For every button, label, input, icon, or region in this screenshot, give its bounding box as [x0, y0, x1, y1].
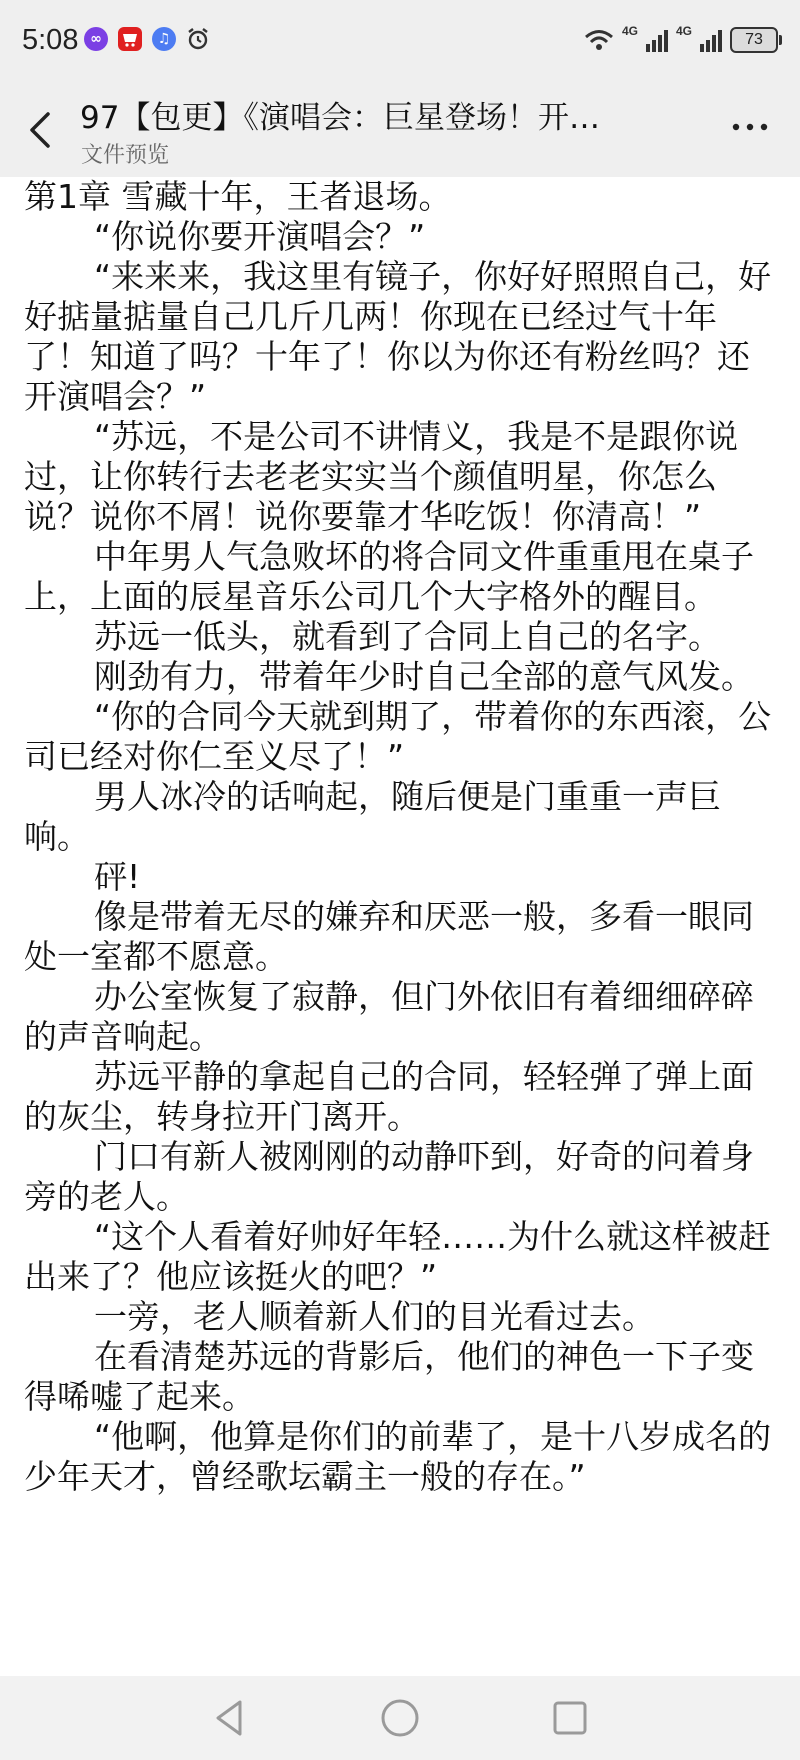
- music-app-icon: ♫: [152, 27, 176, 51]
- paragraph: 刚劲有力，带着年少时自己全部的意气风发。: [94, 657, 754, 696]
- square-recents-icon: [546, 1694, 594, 1742]
- more-horizontal-icon: [728, 112, 772, 142]
- chapter-title: 第1章 雪藏十年，王者退场。: [24, 177, 452, 216]
- battery-indicator: 73: [730, 27, 778, 53]
- paragraph: “你说你要开演唱会？”: [94, 217, 426, 256]
- circle-home-icon: [376, 1694, 424, 1742]
- status-right: [584, 26, 778, 54]
- paragraph: “来来来，我这里有镜子，你好好照照自己，好好掂量掂量自己几斤几两！你现在已经过气十年了！知道了吗？十年了！你以为你还有粉丝吗？还开演唱会？”: [24, 257, 772, 416]
- paragraph: 苏远一低头，就看到了合同上自己的名字。: [94, 617, 721, 656]
- nav-back-button[interactable]: [206, 1694, 254, 1742]
- document-title: 97【包更】《演唱会：巨星登场！开…: [80, 100, 600, 136]
- shopping-cart-app-icon: [118, 27, 142, 51]
- paragraph: 中年男人气急败坏的将合同文件重重甩在桌子上，上面的辰星音乐公司几个大字格外的醒目。: [24, 537, 754, 616]
- paragraph: 男人冰冷的话响起，随后便是门重重一声巨响。: [24, 777, 721, 856]
- back-button[interactable]: [22, 106, 62, 154]
- paragraph: “你的合同今天就到期了，带着你的东西滚，公司已经对你仁至义尽了！”: [24, 697, 772, 776]
- alarm-icon: [186, 27, 210, 51]
- nav-recents-button[interactable]: [546, 1694, 594, 1742]
- more-options-button[interactable]: [728, 112, 772, 142]
- chevron-left-icon: [22, 106, 62, 154]
- app-header: [0, 84, 800, 177]
- paragraph: 苏远平静的拿起自己的合同，轻轻弹了弹上面的灰尘，转身拉开门离开。: [24, 1057, 754, 1136]
- wifi-icon: [584, 28, 614, 52]
- paragraph: 办公室恢复了寂静，但门外依旧有着细细碎碎的声音响起。: [24, 977, 754, 1056]
- signal-label-2: 4G: [676, 24, 693, 38]
- paragraph: 门口有新人被刚刚的动静吓到，好奇的问着身旁的老人。: [24, 1137, 754, 1216]
- paragraph: “苏远，不是公司不讲情义，我是不是跟你说过，让你转行去老老实实当个颜值明星，你怎么说？说你不屑！说你要靠才华吃饭！你清高！”: [24, 417, 739, 536]
- signal-icon-2: [676, 26, 722, 54]
- system-nav-bar: [0, 1676, 800, 1760]
- paragraph: 在看清楚苏远的背影后，他们的神色一下子变得唏嘘了起来。: [24, 1337, 754, 1416]
- signal-label: 4G: [622, 24, 639, 38]
- infinity-app-icon: ∞: [84, 27, 108, 51]
- status-bar: [0, 0, 800, 84]
- paragraph: 像是带着无尽的嫌弃和厌恶一般，多看一眼同处一室都不愿意。: [24, 897, 754, 976]
- paragraph: “他啊，他算是你们的前辈了，是十八岁成名的少年天才，曾经歌坛霸主一般的存在。”: [24, 1417, 772, 1496]
- document-content[interactable]: [24, 177, 776, 1676]
- paragraph: 砰!: [94, 857, 141, 896]
- status-time: 5:08: [22, 24, 79, 56]
- notification-icons: [84, 27, 210, 51]
- signal-icon: [622, 26, 668, 54]
- triangle-back-icon: [206, 1694, 254, 1742]
- paragraph: “这个人看着好帅好年轻……为什么就这样被赶出来了？他应该挺火的吧？”: [24, 1217, 772, 1296]
- document-subtitle: 文件预览: [81, 143, 170, 168]
- nav-home-button[interactable]: [376, 1694, 424, 1742]
- paragraph: 一旁，老人顺着新人们的目光看过去。: [94, 1297, 655, 1336]
